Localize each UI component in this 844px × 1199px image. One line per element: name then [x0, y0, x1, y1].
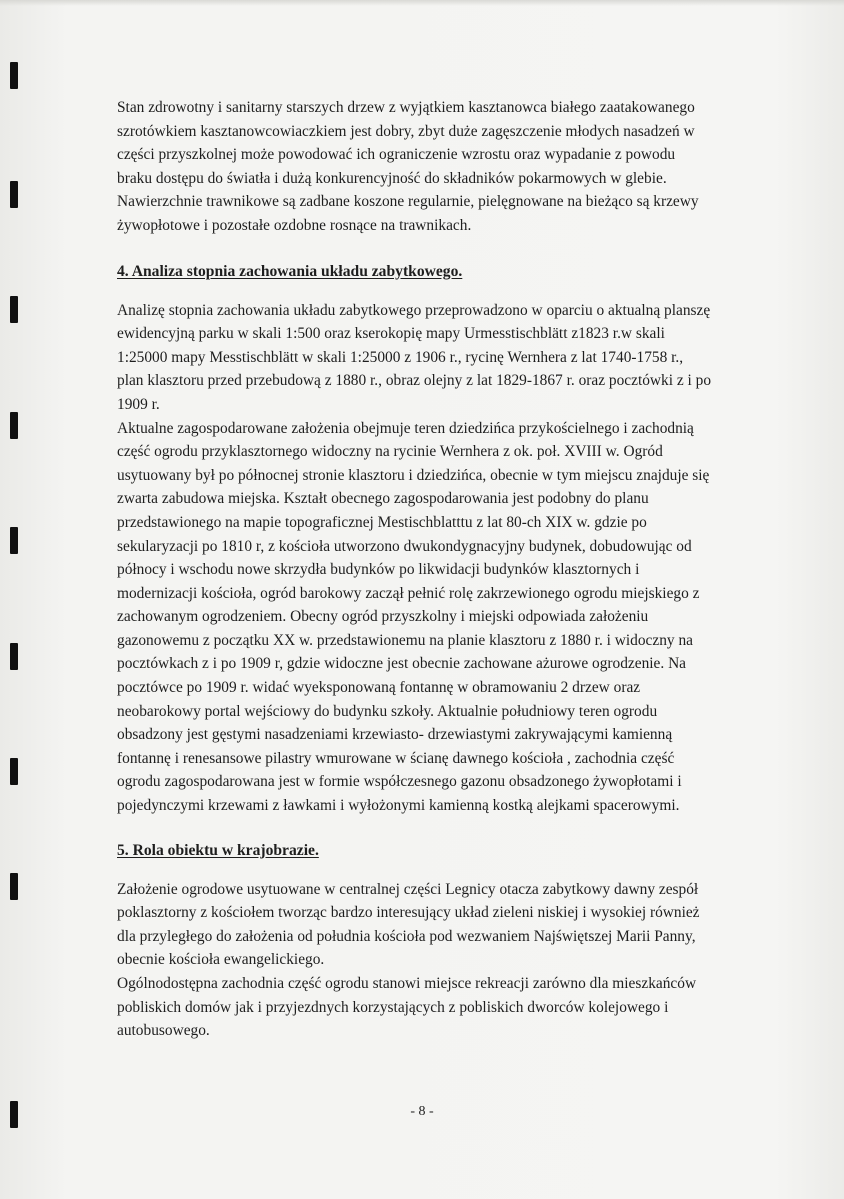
text-line: poklasztorny z kościołem tworząc bardzo interesujący układ zieleni niskiej i wysokiej również — [117, 904, 700, 922]
text-line: przedstawionego na mapie topograficznej Mestischblatttu z lat 80-ch XIX w. gdzie po — [117, 513, 647, 531]
paragraph-landscape-role — [117, 878, 787, 1043]
text-line: dla przyległego do założenia od południa kościoła pod wezwaniem Najświętszej Marii Panny, — [117, 927, 696, 945]
text-line: zwarta zabudowa miejska. Kształt obecnego zagospodarowania jest podobny do planu — [117, 490, 649, 508]
binding-mark — [10, 181, 18, 208]
text-line: obsadzony jest gęstymi nasadzeniami krzewiasto- drzewiastymi zakrywającymi kamienną — [117, 726, 673, 744]
paragraph-tree-condition — [117, 96, 787, 238]
text-line: zachowanym ogrodzeniem. Obecny ogród przyszkolny i miejski odpowiada założeniu — [117, 608, 649, 626]
page-number: - 8 - — [410, 1104, 434, 1119]
text-line: obecnie kościoła ewangelickiego. — [117, 951, 325, 969]
text-line: pocztówkach z i po 1909 r, gdzie widoczne jest obecnie zachowane ażurowe ogrodzenie. Na — [117, 655, 687, 673]
binding-mark — [10, 758, 18, 785]
document-body — [117, 96, 787, 1043]
text-line: Nawierzchnie trawnikowe są zadbane koszone regularnie, pielęgnowane na bieżąco są krzewy — [117, 193, 699, 211]
section-heading-5: 5. Rola obiektu w krajobrazie. — [117, 841, 319, 859]
text-line: żywopłotowe i pozostałe ozdobne rosnące na trawnikach. — [117, 216, 472, 234]
text-line: ewidencyjną parku w skali 1:500 oraz kserokopię mapy Urmesstischblätt z1823 r.w skali — [117, 325, 665, 343]
text-line: autobusowego. — [117, 1022, 210, 1040]
text-line: ogrodu zagospodarowana jest w formie współczesnego gazonu obsadzonego żywopłotami i — [117, 773, 682, 791]
text-line: pojedynczymi krzewami z ławkami i wyłożonymi kamienną kostką alejkami spacerowymi. — [117, 797, 680, 815]
section-heading-4: 4. Analiza stopnia zachowania układu zabytkowego. — [117, 262, 463, 280]
text-line: pobliskich domów jak i przyjezdnych korzystających z pobliskich dworców kolejowego i — [117, 998, 669, 1016]
text-line: modernizacji kościoła, ogród barokowy zaczął pełnić rolę zakrzewionego ogrodu miejskiego z — [117, 584, 700, 602]
text-line: usytuowany był po północnej stronie klasztoru i dziedzińca, obecnie w tym miejscu znajduje się — [117, 466, 710, 484]
text-line: szrotówkiem kasztanowcowiaczkiem jest dobry, zbyt duże zagęszczenie młodych nasadzeń w — [117, 122, 695, 140]
text-line: plan klasztoru przed przebudową z 1880 r., obraz olejny z lat 1829-1867 r. oraz pocztówki z i po — [117, 372, 712, 390]
binding-mark — [10, 412, 18, 439]
binding-mark — [10, 62, 18, 89]
text-line: części przyszkolnej może powodować ich ograniczenie wzrostu oraz wypadanie z powodu — [117, 146, 676, 164]
text-line: północy i wschodu nowe skrzydła budynków po likwidacji budynków klasztornych i — [117, 561, 640, 579]
binding-mark — [10, 296, 18, 323]
text-line: Aktualne zagospodarowane założenia obejmuje teren dziedzińca przykościelnego i zachodnią — [117, 419, 694, 437]
text-line: część ogrodu przyklasztornego widoczny na rycinie Wernhera z ok. poł. XVIII w. Ogród — [117, 443, 663, 461]
text-line: Stan zdrowotny i sanitarny starszych drzew z wyjątkiem kasztanowca białego zaatakowanego — [117, 99, 695, 116]
binding-mark — [10, 527, 18, 554]
text-line: Analizę stopnia zachowania układu zabytkowego przeprowadzono w oparciu o aktualną planszę — [117, 301, 711, 319]
text-line: fontannę i renesansowe pilastry wmurowane w ścianę dawnego kościoła , zachodnia część — [117, 749, 675, 767]
binding-mark — [10, 873, 18, 900]
text-line: 1909 r. — [117, 395, 160, 413]
text-line: pocztówce po 1909 r. widać wyeksponowaną fontannę w obramowaniu 2 drzew oraz — [117, 679, 641, 697]
paragraph-analysis — [117, 299, 787, 818]
binding-mark — [10, 643, 18, 670]
text-line: neobarokowy portal wejściowy do budynku szkoły. Aktualnie południowy teren ogrodu — [117, 702, 658, 720]
text-line: sekularyzacji po 1810 r, z kościoła utworzono dwukondygnacyjny budynek, dobudowując od — [117, 537, 692, 555]
text-line: Ogólnodostępna zachodnia część ogrodu stanowi miejsce rekreacji zarówno dla mieszkańców — [117, 975, 697, 992]
text-line: braku dostępu do światła i dużą konkurencyjność do składników pokarmowych w glebie. — [117, 169, 667, 187]
page-top-edge — [0, 0, 844, 6]
text-line: Założenie ogrodowe usytuowane w centralnej części Legnicy otacza zabytkowy dawny zespół — [117, 880, 699, 898]
text-line: 1:25000 mapy Messtischblätt w skali 1:25000 z 1906 r., rycinę Wernhera z lat 1740-1758 r., — [117, 348, 684, 366]
text-line: gazonowemu z początku XX w. przedstawionemu na planie klasztoru z 1880 r. i widoczny na — [117, 631, 693, 649]
